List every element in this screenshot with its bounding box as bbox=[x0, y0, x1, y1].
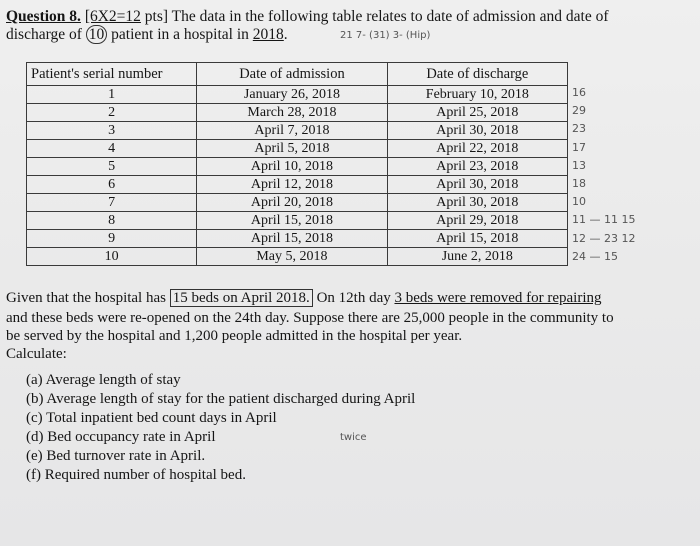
cell-discharge: April 29, 2018 bbox=[387, 212, 567, 230]
patient-count: 10 bbox=[86, 25, 108, 44]
task-item: (e) Bed turnover rate in April. bbox=[26, 448, 206, 464]
calculate-label: Calculate: bbox=[6, 346, 67, 362]
cell-serial: 4 bbox=[27, 140, 197, 158]
margin-los-note: 24 — 15 bbox=[572, 249, 618, 263]
cell-serial: 1 bbox=[27, 86, 197, 104]
cell-serial: 10 bbox=[27, 248, 197, 266]
task-item: (f) Required number of hospital bed. bbox=[26, 467, 246, 483]
margin-los-note: 13 bbox=[572, 158, 586, 172]
cell-admission: May 5, 2018 bbox=[197, 248, 387, 266]
task-item: (b) Average length of stay for the patient discharged during April bbox=[26, 391, 416, 407]
admission-table bbox=[26, 62, 568, 266]
margin-los-note: 29 bbox=[572, 104, 586, 118]
margin-los-note: 16 bbox=[572, 86, 586, 99]
cell-serial: 8 bbox=[27, 212, 197, 230]
cell-discharge: April 30, 2018 bbox=[387, 176, 567, 194]
table-row bbox=[27, 230, 568, 248]
cell-discharge: April 25, 2018 bbox=[387, 104, 567, 122]
cell-serial: 2 bbox=[27, 104, 197, 122]
task-item: (a) Average length of stay bbox=[26, 372, 181, 388]
col-header-admission: Date of admission bbox=[197, 63, 387, 86]
cell-admission: April 15, 2018 bbox=[197, 212, 387, 230]
cell-admission: April 5, 2018 bbox=[197, 140, 387, 158]
margin-note-twice: twice bbox=[340, 432, 367, 443]
table-row bbox=[27, 212, 568, 230]
cell-admission: April 10, 2018 bbox=[197, 158, 387, 176]
table-row bbox=[27, 86, 568, 104]
cell-serial: 3 bbox=[27, 122, 197, 140]
given-line3: be served by the hospital and 1,200 people admitted in the hospital per year. bbox=[6, 328, 463, 344]
cell-admission: April 12, 2018 bbox=[197, 176, 387, 194]
margin-note-top: 21 7- (31) 3- (Hip) bbox=[340, 30, 431, 41]
cell-serial: 7 bbox=[27, 194, 197, 212]
cell-discharge: April 15, 2018 bbox=[387, 230, 567, 248]
cell-discharge: April 22, 2018 bbox=[387, 140, 567, 158]
margin-los-note: 23 bbox=[572, 122, 586, 136]
cell-serial: 5 bbox=[27, 158, 197, 176]
year: 2018 bbox=[252, 26, 284, 43]
margin-los-note: 10 bbox=[572, 195, 586, 209]
cell-serial: 6 bbox=[27, 176, 197, 194]
cell-discharge: June 2, 2018 bbox=[387, 248, 567, 266]
cell-admission: April 15, 2018 bbox=[197, 230, 387, 248]
cell-discharge: February 10, 2018 bbox=[387, 86, 567, 104]
cell-discharge: April 30, 2018 bbox=[387, 194, 567, 212]
table-row bbox=[27, 158, 568, 176]
cell-serial: 9 bbox=[27, 230, 197, 248]
question-intro-1: pts] The data in the following table relates to date of admission and date of bbox=[144, 8, 609, 25]
cell-admission: January 26, 2018 bbox=[197, 86, 387, 104]
cell-admission: March 28, 2018 bbox=[197, 104, 387, 122]
given-line1: Given that the hospital has 15 beds on April 2018. On 12th day 3 beds were removed for repairing bbox=[6, 290, 602, 306]
question-label: Question 8. bbox=[6, 8, 81, 25]
margin-los-note: 11 — 11 15 bbox=[572, 213, 636, 227]
cell-discharge: April 23, 2018 bbox=[387, 158, 567, 176]
beds-boxed: 15 beds on April 2018. bbox=[170, 289, 313, 307]
cell-discharge: April 30, 2018 bbox=[387, 122, 567, 140]
task-item: (d) Bed occupancy rate in April bbox=[26, 429, 216, 445]
table-row bbox=[27, 104, 568, 122]
col-header-serial: Patient's serial number bbox=[27, 63, 197, 86]
cell-admission: April 20, 2018 bbox=[197, 194, 387, 212]
margin-los-note: 17 bbox=[572, 140, 586, 154]
margin-los-note: 18 bbox=[572, 177, 586, 190]
col-header-discharge: Date of discharge bbox=[387, 63, 567, 86]
table-row bbox=[27, 194, 568, 212]
cell-admission: April 7, 2018 bbox=[197, 122, 387, 140]
table-row bbox=[27, 248, 568, 266]
table-row bbox=[27, 140, 568, 158]
task-item: (c) Total inpatient bed count days in April bbox=[26, 410, 277, 426]
question-header-line1 bbox=[6, 8, 609, 26]
table-row bbox=[27, 122, 568, 140]
table-row bbox=[27, 176, 568, 194]
question-header-line2: discharge of 10 patient in a hospital in 2018. bbox=[6, 26, 288, 43]
table-header-row bbox=[27, 63, 568, 86]
question-marks: [6X2=12 bbox=[84, 8, 141, 25]
margin-los-note: 12 — 23 12 bbox=[572, 231, 636, 245]
given-line2: and these beds were re-opened on the 24th day. Suppose there are 25,000 people in the community to bbox=[6, 310, 614, 326]
